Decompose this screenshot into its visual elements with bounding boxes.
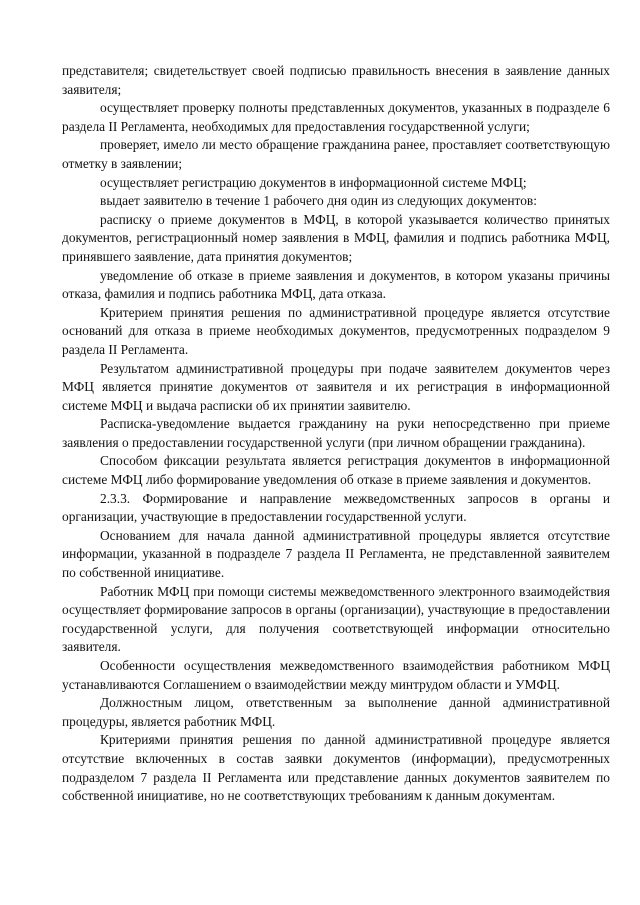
paragraph-8: Критерием принятия решения по административной процедуре является отсутствие оснований для отказа в приеме необходимых документов, предусмотренных подразделом 9 раздела II Регламента. bbox=[62, 304, 610, 357]
paragraph-12: 2.3.3. Формирование и направление межведомственных запросов в органы и организации, участвующие в предоставлении государственной услуги. bbox=[62, 490, 610, 525]
paragraph-10: Расписка-уведомление выдается гражданину на руки непосредственно при приеме заявления о предоставлении государственной услуги (при личном обращении гражданина). bbox=[62, 416, 610, 450]
paragraph-4: осуществляет регистрацию документов в информационной системе МФЦ; bbox=[100, 174, 527, 190]
paragraph-7: уведомление об отказе в приеме заявления и документов, в котором указаны причины отказа, фамилия и подпись работника МФЦ, дата отказа. bbox=[62, 267, 610, 302]
document-page bbox=[62, 62, 610, 806]
paragraph-15: Особенности осуществления межведомственного взаимодействия работником МФЦ устанавливаются Соглашением о взаимодействии между минтрудом области и УМФЦ. bbox=[62, 658, 610, 692]
paragraph-11: Способом фиксации результата является регистрация документов в информационной системе МФЦ либо формирование уведомления об отказе в приеме заявления и документов. bbox=[62, 453, 610, 488]
paragraph-2: осуществляет проверку полноты представленных документов, указанных в подразделе 6 раздела II Регламента, необходимых для предоставления государственной услуги; bbox=[62, 100, 610, 134]
paragraph-1: представителя; свидетельствует своей подписью правильность внесения в заявление данных заявителя; bbox=[62, 63, 610, 97]
paragraph-5: выдает заявителю в течение 1 рабочего дня один из следующих документов: bbox=[100, 193, 537, 209]
paragraph-3: проверяет, имело ли место обращение гражданина ранее, проставляет соответствующую отметку в заявлении; bbox=[62, 137, 610, 171]
paragraph-13: Основанием для начала данной административной процедуры является отсутствие информации, указанной в подразделе 7 раздела II Регламента, не представленной заявителем по собственной инициативе. bbox=[62, 527, 610, 581]
paragraph-17: Критериями принятия решения по данной административной процедуре является отсутствие включенных в состав заявки документов (информации), предусмотренных подразделом 7 раздела II Регламента или представление данных документов заявителем по собственной инициативе, но не соответствующих требованиям к данным документам. bbox=[62, 732, 610, 804]
paragraph-6: расписку о приеме документов в МФЦ, в которой указывается количество принятых документов, регистрационный номер заявления в МФЦ, фамилия и подпись работника МФЦ, принявшего заявление, дата принятия документов; bbox=[62, 211, 610, 264]
paragraph-14: Работник МФЦ при помощи системы межведомственного электронного взаимодействия осуществляет формирование запросов в органы (организации), участвующие в предоставлении государственной услуги, для получения соответствующей информации относительно заявителя. bbox=[62, 583, 610, 655]
paragraph-16: Должностным лицом, ответственным за выполнение данной административной процедуры, является работник МФЦ. bbox=[62, 695, 610, 729]
paragraph-9: Результатом административной процедуры при подаче заявителем документов через МФЦ является принятие документов от заявителя и их регистрация в информационной системе МФЦ и выдача расписки об их принятии заявителю. bbox=[62, 360, 610, 413]
